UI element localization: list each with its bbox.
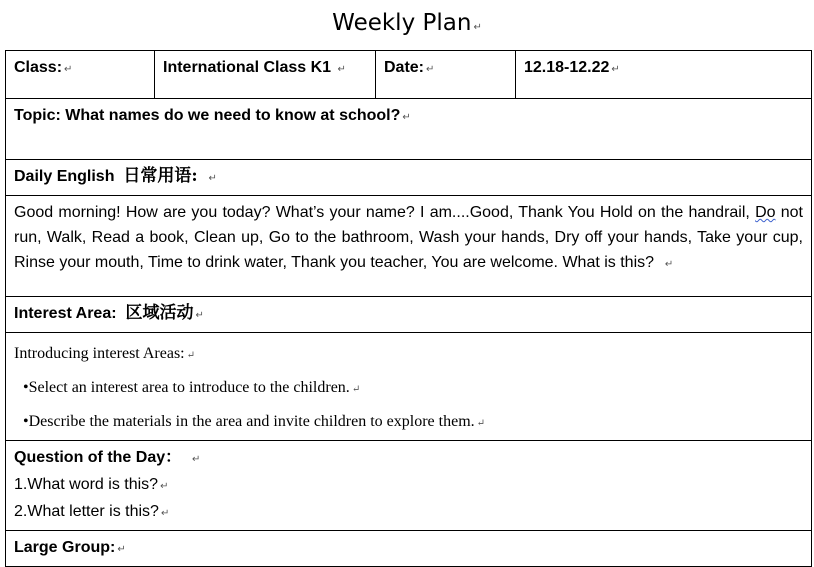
question-label (14, 445, 803, 472)
paragraph-mark: ↵ (160, 508, 170, 519)
date-label-cell (376, 51, 516, 99)
daily-english-content-row (6, 196, 812, 297)
question-label-colon: ： (165, 449, 182, 466)
topic-cell (6, 99, 812, 160)
topic-row (6, 99, 812, 160)
large-group-label: Large Group: (14, 539, 116, 556)
question-item-text: 1.What word is this? (14, 476, 159, 493)
daily-english-label-cn: 日常用语: (123, 166, 198, 186)
daily-english-text-end: not run, Walk, Read a book, Clean up, Go to the bathroom, Wash your hands, Dry off your hands, Take your cup, Rinse your mouth, Time to drink water, Thank you teacher, You are welcome. What is this? (14, 204, 803, 271)
header-row (6, 51, 812, 99)
class-value-cell (155, 51, 376, 99)
interest-area-label-cn: 区域活动 (125, 303, 194, 323)
daily-english-content-cell (6, 196, 812, 297)
question-item-text: 2.What letter is this? (14, 503, 159, 520)
daily-english-text-start: Good morning! How are you today? What’s your name? I am....Good, Thank You Hold on the handrail, (14, 204, 756, 221)
interest-area-header-row (6, 297, 812, 333)
paragraph-mark: ↵ (664, 259, 674, 270)
list-item (14, 409, 803, 436)
paragraph-mark: ↵ (426, 64, 435, 75)
large-group-cell (6, 531, 812, 567)
paragraph-mark: ↵ (402, 112, 411, 123)
weekly-plan-table (5, 50, 812, 567)
list-item (14, 375, 803, 402)
topic-text: Topic: What names do we need to know at school? (14, 107, 401, 124)
date-label: Date: (384, 59, 425, 76)
question-row (6, 441, 812, 531)
paragraph-mark: ↵ (611, 64, 620, 75)
daily-english-header-row (6, 160, 812, 196)
bullet-text: •Describe the materials in the area and invite children to explore them. (23, 413, 475, 430)
paragraph-mark: ↵ (160, 481, 169, 492)
paragraph-mark: ↵ (117, 544, 126, 555)
class-label: Class: (14, 59, 63, 76)
interest-area-label-cell (6, 297, 812, 333)
large-group-row (6, 531, 812, 567)
daily-english-label-cell (6, 160, 812, 196)
interest-area-content-cell (6, 333, 812, 441)
paragraph-mark: ↵ (351, 384, 361, 395)
question-cell (6, 441, 812, 531)
page-title-text: Weekly Plan (332, 10, 472, 36)
paragraph-mark: ↵ (473, 22, 482, 33)
class-value: International Class K1 (163, 59, 332, 76)
paragraph-mark: ↵ (337, 64, 346, 75)
date-value-cell (516, 51, 812, 99)
daily-english-label: Daily English (14, 168, 115, 185)
list-item (14, 499, 803, 526)
interest-area-intro-text: Introducing interest Areas: (14, 345, 185, 362)
interest-area-content-row (6, 333, 812, 441)
paragraph-mark: ↵ (208, 173, 217, 184)
interest-area-intro (14, 341, 803, 368)
paragraph-mark: ↵ (64, 64, 73, 75)
bullet-text: •Select an interest area to introduce to the children. (23, 379, 350, 396)
paragraph-mark: ↵ (192, 454, 201, 465)
interest-area-label: Interest Area: (14, 305, 117, 322)
date-value: 12.18-12.22 (524, 59, 610, 76)
paragraph-mark: ↵ (186, 350, 196, 361)
spellcheck-underlined-word: Do (755, 204, 776, 221)
page-title (0, 10, 814, 36)
paragraph-mark: ↵ (476, 418, 486, 429)
class-label-cell (6, 51, 155, 99)
list-item (14, 472, 803, 499)
paragraph-mark: ↵ (195, 310, 204, 321)
question-label-text: Question of the Day (14, 449, 166, 466)
